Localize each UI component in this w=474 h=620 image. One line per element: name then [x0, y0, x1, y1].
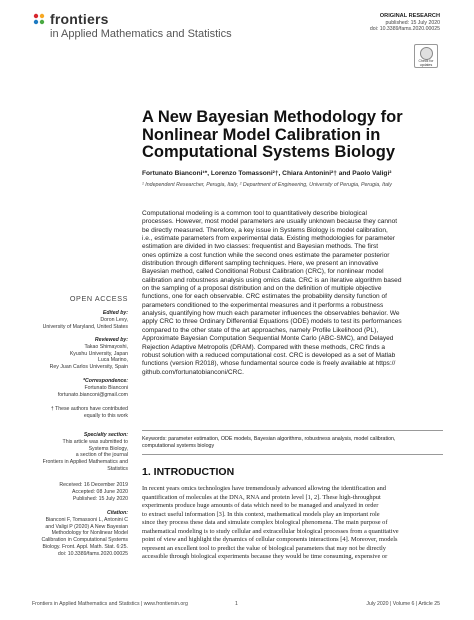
abstract-line: calibration and robustness analysis using omics data. CRC is an iterative algorithm based: [142, 276, 402, 284]
specialty-line: This article was submitted to: [62, 438, 128, 445]
abstract-line: apply CRC to three Ordinary Differential Equations (ODE) models to test its performances: [142, 318, 402, 326]
abstract-line: on the sampling of a proposal distribution and on the definition of multiple objective: [142, 285, 382, 293]
authors: Fortunato Bianconi¹*, Lorenzo Tomassoni²†, Chiara Antonini²† and Paolo Valigi²: [142, 170, 392, 177]
reviewer-line: Takao Shimayoshi,: [84, 343, 128, 350]
intro-line: point of view and highlight the dynamics of cellular components interactions [4]. Moreover, models: [142, 536, 398, 544]
intro-line: accessible through biological experiments because they would be time consuming, expensive or: [142, 553, 388, 561]
article-type: ORIGINAL RESEARCH: [379, 13, 440, 19]
intro-line: since they process these data and simulate complex biological phenomena. The main purpose of: [142, 519, 388, 527]
abstract-line: distribution through different sampling techniques. Here, we present an innovative: [142, 260, 379, 268]
correspondence: [28, 378, 128, 398]
divider: [142, 454, 443, 455]
citation-line: Calibration in Computational Systems: [41, 537, 128, 544]
specialty-section: [28, 432, 128, 473]
specialty-line: Statistics: [107, 465, 128, 472]
introduction-body: [142, 485, 443, 562]
contribution-line: † These authors have contributed: [50, 406, 128, 412]
abstract-line: functions (version R2018), whose fundamental source code is freely available at https://: [142, 360, 396, 368]
check-for-updates-button[interactable]: [414, 44, 438, 68]
article-title: [142, 109, 442, 162]
abstract-line: estimation are divided in two classes: frequentist and Bayesian methods. The first: [142, 243, 379, 251]
contribution-line: equally to this work: [83, 412, 128, 419]
citation-line: and Valigi P (2020) A New Bayesian: [45, 523, 128, 530]
specialty-heading: Specialty section:: [83, 432, 128, 438]
open-access-label: OPEN ACCESS: [69, 294, 128, 303]
published-date: published: 15 July 2020: [385, 19, 440, 26]
specialty-line: a section of the journal: [75, 452, 128, 459]
intro-line: mathematical modeling is to study cellular and extracellular biological processes from a quantitative: [142, 527, 399, 535]
intro-line: experiments produce huge amounts of data which need to be managed and analyzed in order: [142, 502, 379, 510]
check-updates-label: Check for updates: [418, 59, 434, 67]
title-line: A New Bayesian Methodology for: [142, 108, 403, 126]
abstract-line: parameters conditioned to the experimental measures and it performs a robustness: [142, 301, 384, 309]
intro-line: represent an excellent tool to predict the value of biological parameters that may not be directly: [142, 544, 386, 552]
brand-name: frontiers: [50, 11, 109, 27]
editor-line: Doron Levy,: [100, 316, 128, 323]
intro-line: to extract useful information [3]. In this context, mathematical models play an important role: [142, 510, 380, 518]
reviewer-line: Rey Juan Carlos University, Spain: [49, 364, 128, 371]
abstract-line: Computational modeling is a common tool to quantitatively describe biological: [142, 210, 367, 217]
footer-issue: July 2020 | Volume 6 | Article 25: [366, 601, 440, 607]
title-line: Computational Systems Biology: [142, 143, 396, 161]
correspondence-heading: *Correspondence:: [83, 378, 128, 384]
contribution-note: [28, 406, 128, 420]
footer-journal[interactable]: Frontiers in Applied Mathematics and Statistics | www.frontiersin.org: [32, 601, 188, 607]
affiliations: ¹ Independent Researcher, Perugia, Italy, ² Department of Engineering, University of Perugia, Perugia, Italy: [142, 182, 392, 188]
keywords-line: computational systems biology: [142, 442, 215, 449]
abstract-line: Rejection Adaptive Metropolis (DRAM). Compared with these methods, CRC finds a: [142, 343, 386, 351]
abstract-line: Bayesian method, called Conditional Robust Calibration (CRC), for nonlinear model: [142, 268, 384, 276]
specialty-line: Frontiers in Applied Mathematics and: [42, 459, 128, 466]
title-line: Nonlinear Model Calibration in: [142, 125, 381, 144]
page-number: 1: [235, 601, 238, 607]
reviewed-by-heading: Reviewed by:: [94, 337, 128, 343]
abstract-line: be directly measured. Therefore, a key issue in Systems Biology is model calibration,: [142, 226, 388, 234]
abstract-line: analysis, quantifying how much each parameter influences the observables behavior. We: [142, 310, 400, 318]
abstract-line: functions, one for each observable. CRC estimates the probability density function of: [142, 293, 387, 301]
abstract-line: Approximate Bayesian Computation Sequential Monte Carlo (ABC-SMC), and Delayed: [142, 335, 394, 343]
abstract-line: processes. However, most model parameters are usually unknown because they cannot: [142, 218, 398, 226]
reviewer-line: Kyushu University, Japan: [69, 350, 128, 357]
dates: [28, 482, 128, 502]
reviewed-by: [28, 337, 128, 371]
abstract-line: i.e., estimate parameters from experimental data. Existing methodologies for parameter: [142, 235, 395, 243]
journal-name: in Applied Mathematics and Statistics: [50, 28, 232, 40]
abstract-line: robust solution with a reduced computational cost. CRC is developed as a set of Matlab: [142, 351, 396, 359]
intro-line: In recent years omics technologies have tremendously advanced allowing the identification and: [142, 485, 387, 492]
accepted-date: Accepted: 08 June 2020: [72, 488, 128, 495]
correspondence-line: Fortunato Bianconi: [84, 384, 128, 391]
citation-doi[interactable]: doi: 10.3389/fams.2020.00025: [57, 550, 128, 557]
citation-heading: Citation:: [106, 510, 128, 516]
intro-line: quantification of molecules at the DNA, RNA and protein level [1, 2]. These high-throughput: [142, 493, 381, 501]
doi-link[interactable]: doi: 10.3389/fams.2020.00025: [369, 26, 440, 33]
abstract-line: compared to the other state of the art approaches, namely Profile Likelihood (PL),: [142, 326, 379, 334]
citation-line: Biology. Front. Appl. Math. Stat. 6:25.: [42, 543, 128, 550]
keywords-line: Keywords: parameter estimation, ODE models, Bayesian algorithms, robustness analysis, model calibration,: [142, 436, 396, 442]
abstract-line: ones optimize a cost function while the second ones estimate the parameter posterior: [142, 251, 390, 259]
citation-line: Bianconi F, Tomassoni L, Antonini C: [45, 516, 128, 523]
edited-by-heading: Edited by:: [102, 310, 128, 316]
received-date: Received: 16 December 2019: [59, 482, 128, 488]
correspondence-email[interactable]: fortunato.bianconi@gmail.com: [57, 391, 128, 398]
abstract-line: github.com/fortunatobianconi/CRC.: [142, 368, 244, 376]
edited-by: [28, 310, 128, 330]
specialty-line: Systems Biology,: [88, 445, 128, 452]
citation: [28, 510, 128, 558]
editor-line: University of Maryland, United States: [42, 323, 128, 330]
citation-line: Methodology for Nonlinear Model: [51, 530, 128, 537]
abstract: [142, 210, 443, 377]
article-meta: [370, 13, 440, 33]
section-heading: 1. INTRODUCTION: [142, 466, 235, 478]
keywords: [142, 436, 443, 450]
divider: [142, 430, 443, 431]
frontiers-logo-icon: [32, 12, 46, 26]
published-date-side: Published: 15 July 2020: [72, 495, 128, 502]
reviewer-line: Luca Marino,: [98, 357, 128, 364]
